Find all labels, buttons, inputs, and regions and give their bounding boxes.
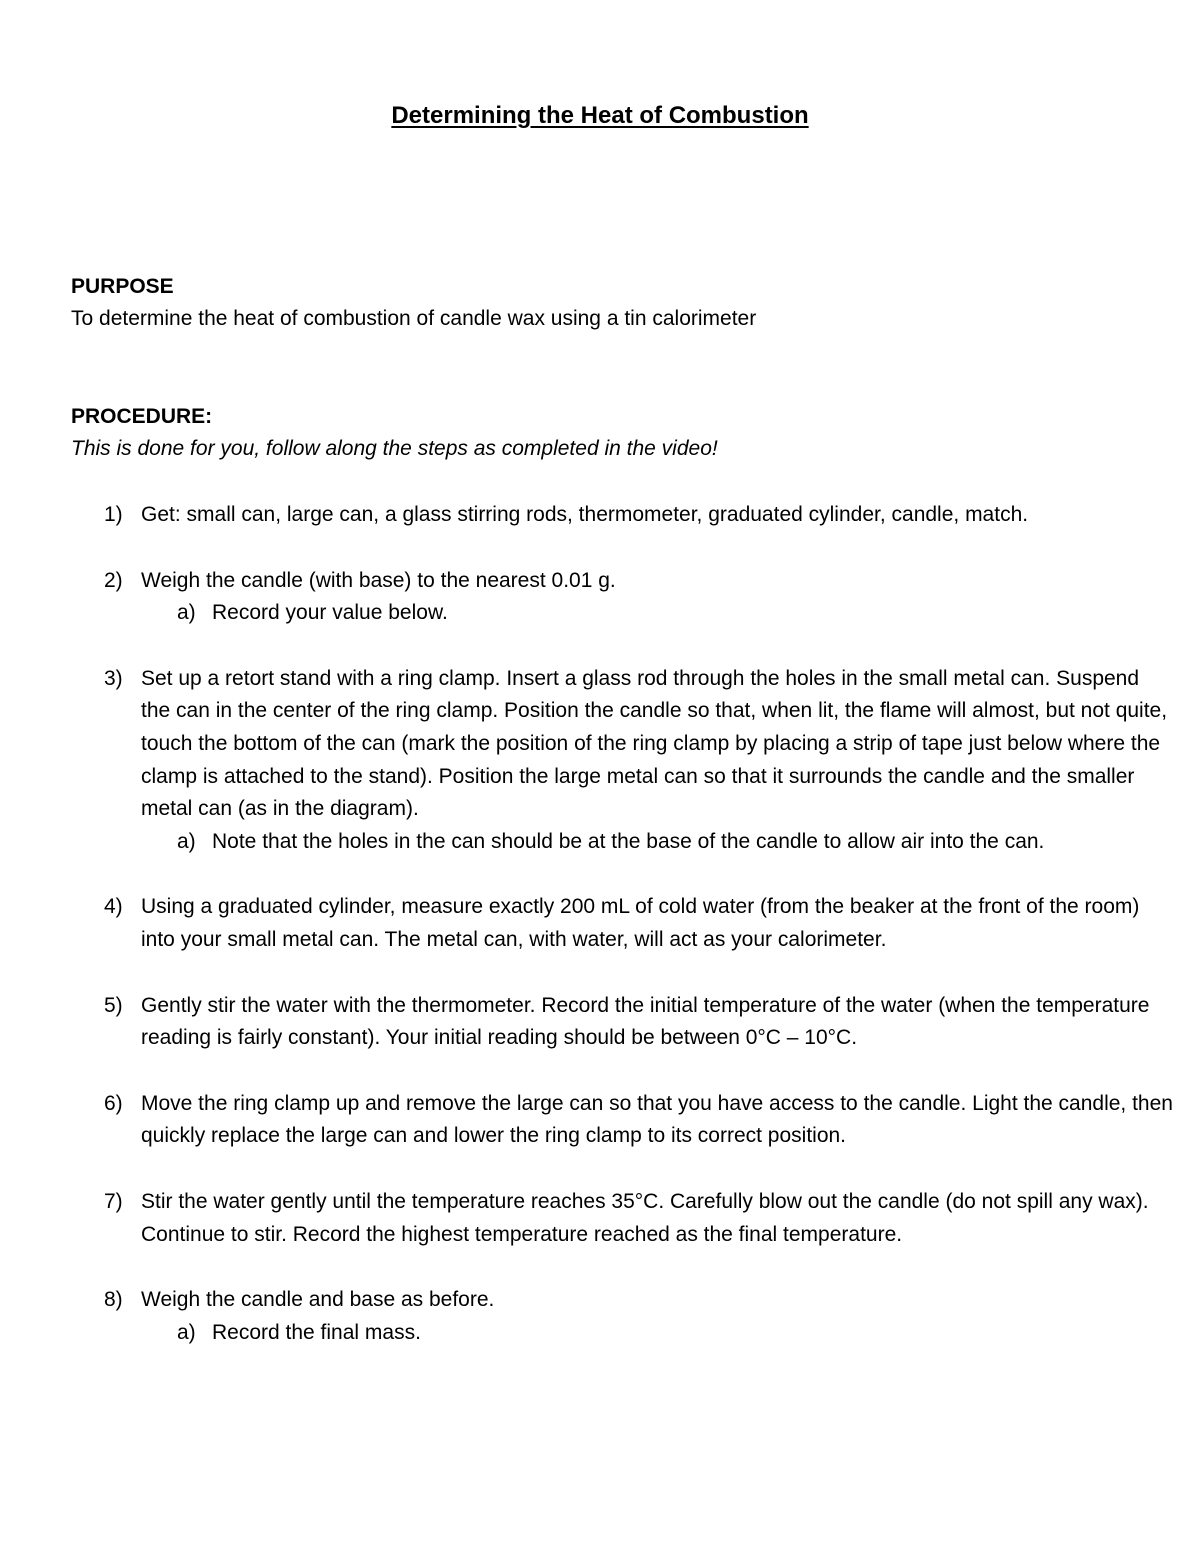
procedure-heading: PROCEDURE: [71, 405, 213, 428]
procedure-step-7 [104, 1186, 1174, 1251]
step-number: 7) [104, 1189, 123, 1213]
procedure-step-1 [104, 499, 1174, 532]
step-number: 3) [104, 666, 123, 690]
procedure-substep-8a [177, 1317, 1174, 1350]
procedure-step-4 [104, 891, 1174, 956]
document-title: Determining the Heat of Combustion [391, 102, 809, 129]
procedure-substep-2a [177, 597, 1174, 630]
step-text: Using a graduated cylinder, measure exactly 200 mL of cold water (from the beaker at the front of the room) into your small metal can. The metal can, with water, will act as your calorimeter. [141, 895, 1140, 951]
step-text: Weigh the candle and base as before. [141, 1288, 495, 1312]
step-text: Move the ring clamp up and remove the large can so that you have access to the candle. Light the candle, then quickly replace the large can and lower the ring clamp to its correct position. [141, 1091, 1173, 1148]
step-number: 4) [104, 895, 123, 919]
step-text: Get: small can, large can, a glass stirring rods, thermometer, graduated cylinder, candle, match. [141, 503, 1029, 526]
procedure-step-3 [104, 663, 1174, 859]
step-number: 8) [104, 1288, 123, 1312]
step-number: 5) [104, 993, 123, 1017]
substep-number: a) [177, 829, 196, 853]
procedure-substep-3a [177, 826, 1174, 859]
procedure-step-8 [104, 1284, 1174, 1349]
purpose-section [71, 271, 1151, 335]
procedure-step-6 [104, 1088, 1174, 1153]
step-text: Gently stir the water with the thermometer. Record the initial temperature of the water (when the temperature reading is fairly constant). Your initial reading should be between 0°C – 10°C. [141, 993, 1150, 1050]
step-text: Stir the water gently until the temperature reaches 35°C. Carefully blow out the candle (do not spill any wax). Continue to stir. Record the highest temperature reached as the final temperature. [141, 1189, 1149, 1246]
step-number: 1) [104, 503, 123, 526]
procedure-section [71, 401, 1151, 465]
substep-text: Record your value below. [212, 601, 448, 625]
procedure-steps-list [104, 499, 1174, 1382]
substep-number: a) [177, 601, 196, 625]
procedure-step-2 [104, 565, 1174, 630]
substep-number: a) [177, 1320, 196, 1344]
step-number: 6) [104, 1091, 123, 1115]
step-number: 2) [104, 568, 123, 592]
procedure-note: This is done for you, follow along the steps as completed in the video! [71, 437, 718, 460]
step-text: Weigh the candle (with base) to the nearest 0.01 g. [141, 568, 616, 592]
substep-text: Record the final mass. [212, 1320, 421, 1344]
purpose-text: To determine the heat of combustion of candle wax using a tin calorimeter [71, 307, 757, 330]
substep-text: Note that the holes in the can should be at the base of the candle to allow air into the can. [212, 829, 1045, 853]
procedure-step-5 [104, 990, 1174, 1055]
purpose-heading: PURPOSE [71, 275, 174, 298]
step-text: Set up a retort stand with a ring clamp. Insert a glass rod through the holes in the small metal can. Suspend the can in the center of the ring clamp. Position the candle so that, when lit, the flame will almost, but not quite, touch the bottom of the can (mark the position of the ring clamp by placing a strip of tape just below where the clamp is attached to the stand). Position the large metal can so that it surrounds the candle and the smaller metal can (as in the diagram). [141, 666, 1168, 821]
